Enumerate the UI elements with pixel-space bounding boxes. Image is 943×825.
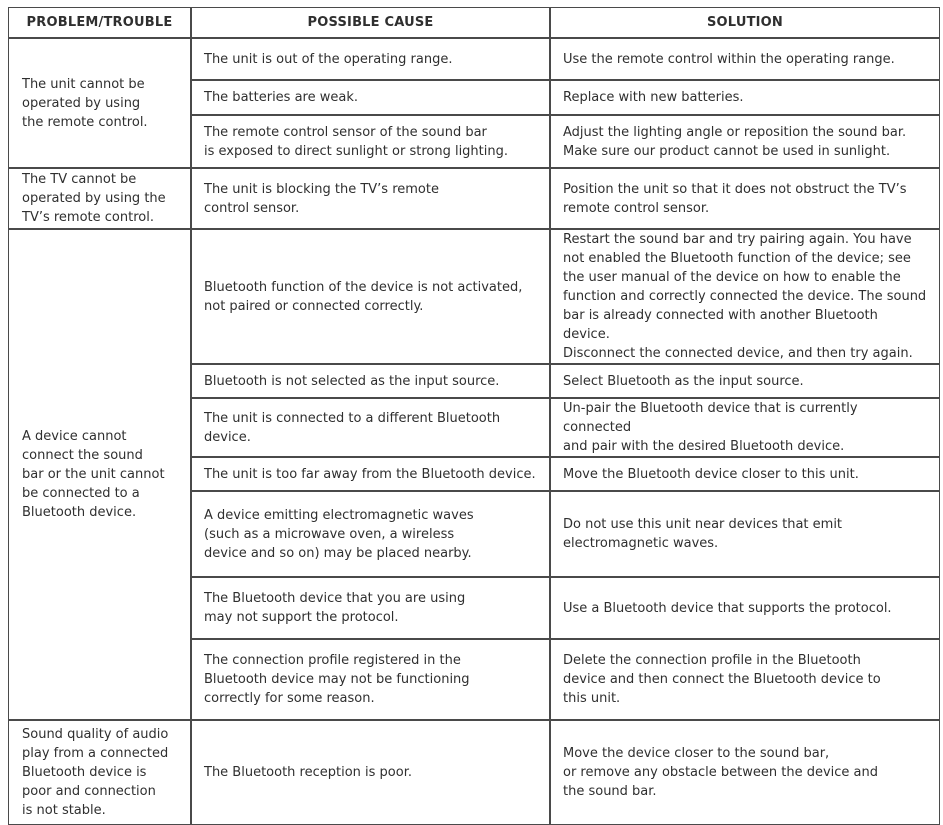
solution-cell: Do not use this unit near devices that emit electromagnetic waves. — [550, 491, 940, 577]
solution-cell: Use a Bluetooth device that supports the protocol. — [550, 577, 940, 639]
solution-cell: Move the Bluetooth device closer to this unit. — [550, 457, 940, 491]
problem-cell: The TV cannot be operated by using the TV’s remote control. — [8, 168, 191, 229]
solution-cell: Replace with new batteries. — [550, 80, 940, 115]
cause-cell: The remote control sensor of the sound bar is exposed to direct sunlight or strong lighting. — [191, 115, 550, 168]
solution-cell: Un-pair the Bluetooth device that is currently connected and pair with the desired Bluetooth device. — [550, 398, 940, 457]
cause-cell: The Bluetooth device that you are using may not support the protocol. — [191, 577, 550, 639]
cause-cell: The unit is blocking the TV’s remote control sensor. — [191, 168, 550, 229]
table-row — [8, 720, 940, 825]
solution-cell: Adjust the lighting angle or reposition the sound bar. Make sure our product cannot be used in sunlight. — [550, 115, 940, 168]
cause-cell: Bluetooth function of the device is not activated, not paired or connected correctly. — [191, 229, 550, 364]
header-problem: PROBLEM/TROUBLE — [8, 7, 191, 38]
cause-cell: The Bluetooth reception is poor. — [191, 720, 550, 825]
cause-cell: The batteries are weak. — [191, 80, 550, 115]
problem-cell: A device cannot connect the sound bar or the unit cannot be connected to a Bluetooth device. — [8, 229, 191, 720]
table-row — [8, 168, 940, 229]
solution-cell: Use the remote control within the operating range. — [550, 38, 940, 80]
table-row — [8, 38, 940, 80]
header-solution: SOLUTION — [550, 7, 940, 38]
troubleshooting-table — [8, 7, 940, 825]
cause-cell: The unit is connected to a different Bluetooth device. — [191, 398, 550, 457]
table-row — [8, 229, 940, 364]
table-header-row — [8, 7, 940, 38]
problem-cell: The unit cannot be operated by using the remote control. — [8, 38, 191, 168]
header-possible-cause: POSSIBLE CAUSE — [191, 7, 550, 38]
problem-cell: Sound quality of audio play from a connected Bluetooth device is poor and connection is not stable. — [8, 720, 191, 825]
solution-cell: Restart the sound bar and try pairing again. You have not enabled the Bluetooth function of the device; see the user manual of the device on how to enable the function and correctly connected the device. The sound bar is already connected with another Bluetooth device. Disconnect the connected device, and then try again. — [550, 229, 940, 364]
solution-cell: Position the unit so that it does not obstruct the TV’s remote control sensor. — [550, 168, 940, 229]
solution-cell: Move the device closer to the sound bar, or remove any obstacle between the device and the sound bar. — [550, 720, 940, 825]
cause-cell: A device emitting electromagnetic waves (such as a microwave oven, a wireless device and so on) may be placed nearby. — [191, 491, 550, 577]
cause-cell: The unit is out of the operating range. — [191, 38, 550, 80]
cause-cell: The connection profile registered in the Bluetooth device may not be functioning correctly for some reason. — [191, 639, 550, 720]
solution-cell: Delete the connection profile in the Bluetooth device and then connect the Bluetooth device to this unit. — [550, 639, 940, 720]
cause-cell: The unit is too far away from the Bluetooth device. — [191, 457, 550, 491]
solution-cell: Select Bluetooth as the input source. — [550, 364, 940, 398]
cause-cell: Bluetooth is not selected as the input source. — [191, 364, 550, 398]
